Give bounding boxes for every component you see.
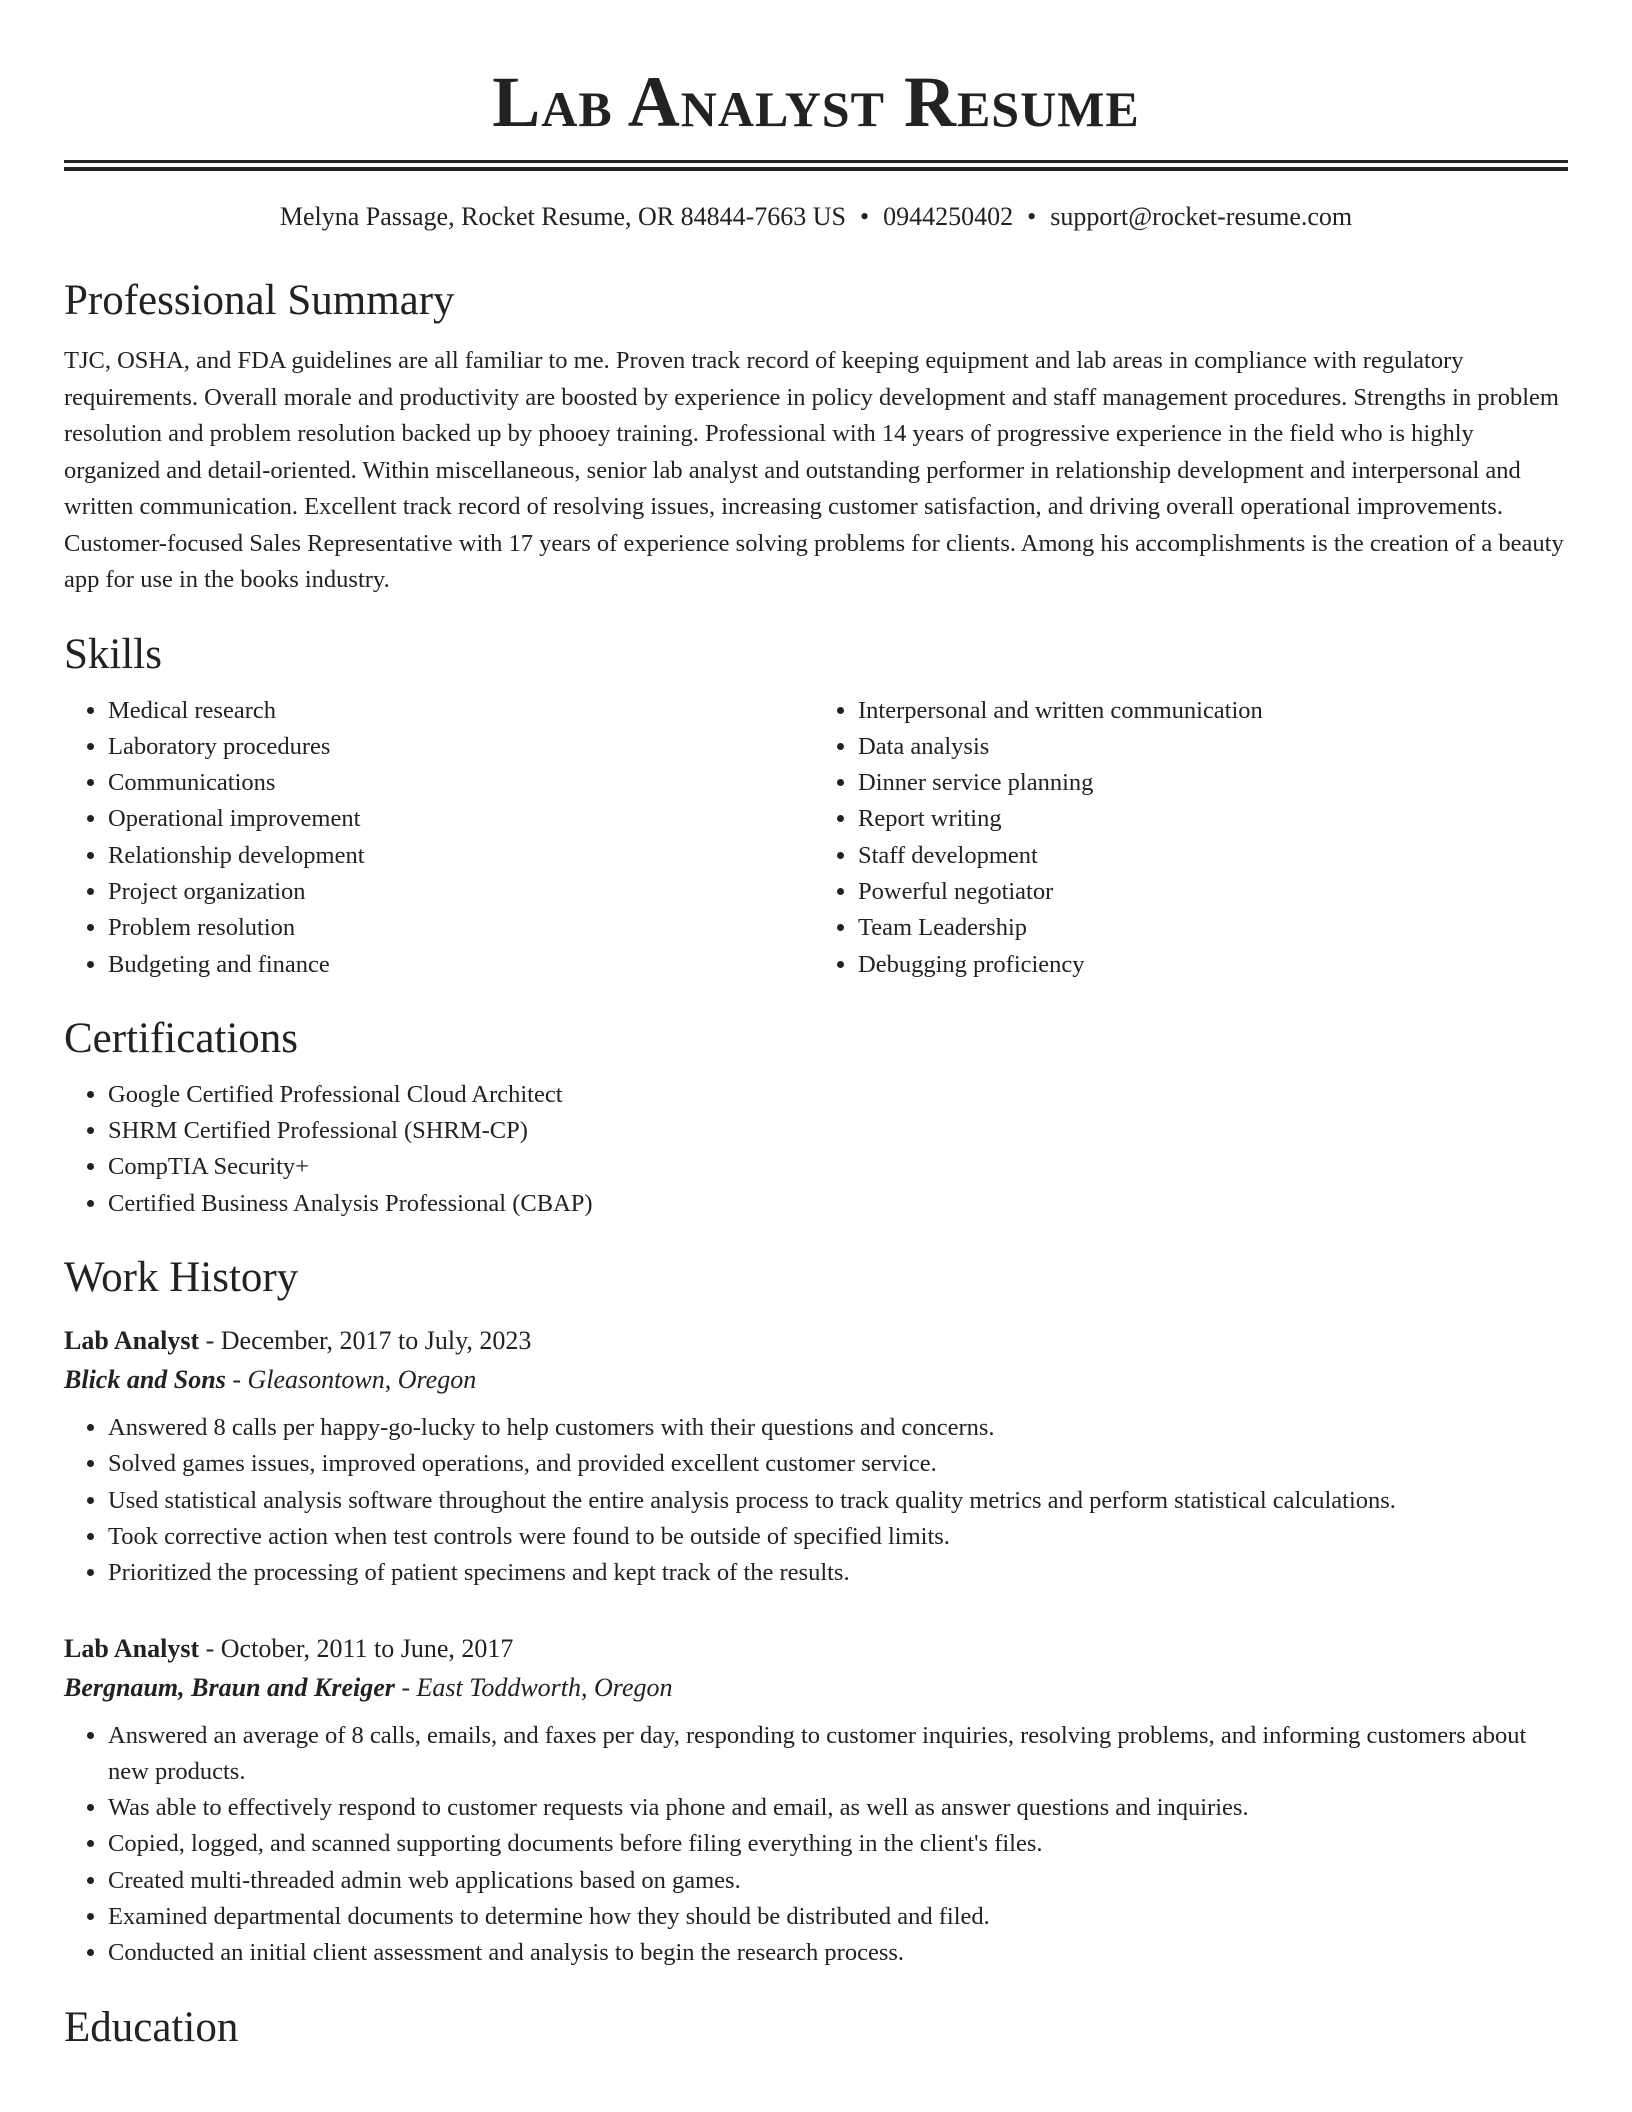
- skills-columns: [64, 693, 1568, 983]
- contact-separator: •: [860, 202, 870, 231]
- job-bullet: • Used statistical analysis software throughout the entire analysis process to track quality metrics and perform statistical calculations.: [108, 1483, 1568, 1519]
- skills-section: [64, 629, 1568, 983]
- job-bullet: • Copied, logged, and scanned supporting documents before filing everything in the client's files.: [108, 1826, 1568, 1862]
- contact-phone: 0944250402: [883, 202, 1014, 231]
- job-entry: [64, 1630, 1568, 1972]
- skill-item: • Staff development: [858, 838, 1568, 874]
- skills-list-right: [816, 693, 1568, 983]
- work-history-section: [64, 1252, 1568, 1972]
- certification-item: • CompTIA Security+: [108, 1149, 1568, 1185]
- job-location: East Toddworth, Oregon: [416, 1672, 673, 1702]
- skill-item: • Dinner service planning: [858, 765, 1568, 801]
- skill-item: • Debugging proficiency: [858, 947, 1568, 983]
- job-company: Bergnaum, Braun and Kreiger: [64, 1672, 395, 1702]
- skills-heading: Skills: [64, 630, 162, 678]
- skill-item: • Data analysis: [858, 729, 1568, 765]
- job-bullet: • Took corrective action when test controls were found to be outside of specified limits.: [108, 1519, 1568, 1555]
- skill-item: • Medical research: [108, 693, 816, 729]
- certification-item: • SHRM Certified Professional (SHRM-CP): [108, 1113, 1568, 1149]
- contact-address: Melyna Passage, Rocket Resume, OR 84844-7663 US: [279, 202, 847, 231]
- title-double-rule: [64, 160, 1568, 171]
- skill-item: • Project organization: [108, 874, 816, 910]
- summary-heading: Professional Summary: [64, 277, 455, 324]
- skill-item: • Relationship development: [108, 838, 816, 874]
- contact-separator: •: [1027, 202, 1037, 231]
- skills-list-left: [64, 693, 816, 983]
- education-heading: Education: [64, 2003, 239, 2051]
- job-company-line: Bergnaum, Braun and Kreiger - East Toddworth, Oregon: [64, 1672, 673, 1702]
- job-bullet: • Conducted an initial client assessment and analysis to begin the research process.: [108, 1935, 1568, 1971]
- certification-item: • Google Certified Professional Cloud Architect: [108, 1077, 1568, 1113]
- job-bullet: • Prioritized the processing of patient specimens and kept track of the results.: [108, 1555, 1568, 1591]
- certification-item: • Certified Business Analysis Professional (CBAP): [108, 1186, 1568, 1222]
- job-bullets: [64, 1718, 1568, 1972]
- job-title: Lab Analyst: [64, 1633, 200, 1663]
- skill-item: • Problem resolution: [108, 910, 816, 946]
- job-title-line: Lab Analyst - October, 2011 to June, 2017: [64, 1633, 514, 1663]
- job-bullet: • Was able to effectively respond to customer requests via phone and email, as well as answer questions and inquiries.: [108, 1790, 1568, 1826]
- contact-email: support@rocket-resume.com: [1050, 202, 1353, 231]
- job-dates: October, 2011 to June, 2017: [220, 1633, 514, 1663]
- skill-item: • Operational improvement: [108, 801, 816, 837]
- skill-item: • Budgeting and finance: [108, 947, 816, 983]
- job-title: Lab Analyst: [64, 1326, 200, 1356]
- summary-text: TJC, OSHA, and FDA guidelines are all familiar to me. Proven track record of keeping equipment and lab areas in compliance with regulatory requirements. Overall morale and productivity are boosted by experience in policy development and staff management procedures. Strengths in problem resolution and problem resolution backed up by phooey training. Professional with 14 years of progressive experience in the field who is highly organized and detail-oriented. Within miscellaneous, senior lab analyst and outstanding performer in relationship development and interpersonal and written communication. Excellent track record of resolving issues, increasing customer satisfaction, and driving overall operational improvements. Customer-focused Sales Representative with 17 years of experience solving problems for clients. Among his accomplishments is the creation of a beauty app for use in the books industry.: [64, 347, 1564, 593]
- job-bullet: • Examined departmental documents to determine how they should be distributed and filed.: [108, 1899, 1568, 1935]
- job-dates: December, 2017 to July, 2023: [220, 1326, 532, 1356]
- certifications-section: [64, 1013, 1568, 1222]
- job-bullets: [64, 1410, 1568, 1591]
- skill-item: • Interpersonal and written communication: [858, 693, 1568, 729]
- education-section: [64, 2002, 1568, 2054]
- skill-item: • Communications: [108, 765, 816, 801]
- job-bullet: • Answered an average of 8 calls, emails, and faxes per day, responding to customer inquiries, resolving problems, and informing customers about new products.: [108, 1718, 1568, 1791]
- skill-item: • Powerful negotiator: [858, 874, 1568, 910]
- job-company-line: Blick and Sons - Gleasontown, Oregon: [64, 1365, 477, 1395]
- certifications-list: [64, 1077, 1568, 1222]
- job-title-line: Lab Analyst - December, 2017 to July, 2023: [64, 1326, 532, 1356]
- summary-section: [64, 275, 1568, 599]
- contact-line: [64, 199, 1568, 235]
- job-company: Blick and Sons: [64, 1365, 226, 1395]
- job-bullet: • Created multi-threaded admin web applications based on games.: [108, 1863, 1568, 1899]
- work-history-heading: Work History: [64, 1254, 299, 1302]
- skill-item: • Team Leadership: [858, 910, 1568, 946]
- certifications-heading: Certifications: [64, 1014, 299, 1062]
- resume-title: Lab Analyst Resume: [492, 62, 1140, 142]
- skill-item: • Report writing: [858, 801, 1568, 837]
- job-location: Gleasontown, Oregon: [247, 1365, 477, 1395]
- skill-item: • Laboratory procedures: [108, 729, 816, 765]
- job-entry: [64, 1322, 1568, 1591]
- job-bullet: • Solved games issues, improved operations, and provided excellent customer service.: [108, 1446, 1568, 1482]
- job-bullet: • Answered 8 calls per happy-go-lucky to help customers with their questions and concerns.: [108, 1410, 1568, 1446]
